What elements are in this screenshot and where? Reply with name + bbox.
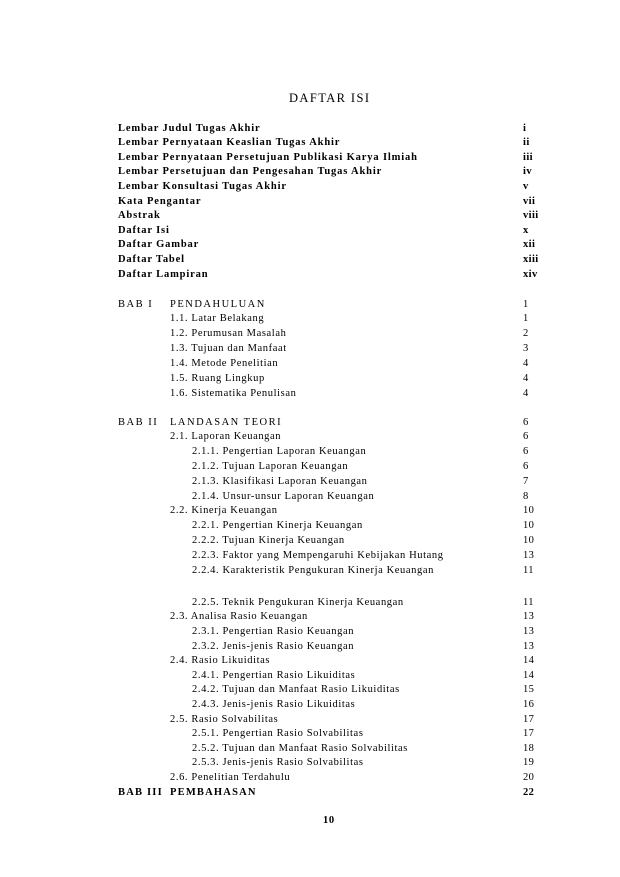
subsection-entry (118, 564, 558, 579)
entry-label: Daftar Lampiran (118, 268, 209, 280)
entry-page-number: 13 (523, 549, 535, 561)
subsection-entry (118, 727, 558, 742)
entry-label: 2.1.4. Unsur-unsur Laporan Keuangan (192, 490, 375, 502)
section-entry (118, 610, 558, 625)
subsection-entry (118, 640, 558, 655)
entry-page-number: 13 (523, 611, 535, 623)
entry-label: 2.3.1. Pengertian Rasio Keuangan (192, 625, 355, 637)
entry-page-number: 4 (523, 387, 529, 399)
entry-label: 2.2.2. Tujuan Kinerja Keuangan (192, 534, 345, 546)
subsection-entry (118, 683, 558, 698)
subsection-entry (118, 669, 558, 684)
chapter-2-continued-block (118, 596, 558, 801)
section-entry (118, 430, 558, 445)
section-entry (118, 327, 558, 342)
section-entry (118, 771, 558, 786)
entry-page-number: 10 (523, 534, 535, 546)
entry-label: 2.5.2. Tujuan dan Manfaat Rasio Solvabilitas (192, 742, 408, 754)
subsection-entry (118, 460, 558, 475)
page-title: DAFTAR ISI (289, 91, 371, 105)
entry-label: Daftar Gambar (118, 239, 200, 251)
subsection-entry (118, 534, 558, 549)
front-matter-entry (118, 224, 558, 239)
entry-page-number: viii (523, 210, 539, 222)
subsection-entry (118, 475, 558, 490)
entry-page-number: 19 (523, 757, 535, 769)
entry-label: 1.1. Latar Belakang (170, 313, 265, 325)
entry-page-number: 6 (523, 416, 529, 428)
chapter-heading (118, 786, 558, 801)
entry-label: 2.1. Laporan Keuangan (170, 431, 282, 443)
entry-label: 2.1.3. Klasifikasi Laporan Keuangan (192, 475, 368, 487)
chapter-heading (118, 416, 558, 431)
entry-label: 2.6. Penelitian Terdahulu (170, 772, 291, 783)
section-entry (118, 387, 558, 402)
entry-page-number: ii (523, 137, 530, 149)
section-entry (118, 357, 558, 372)
entry-page-number: 4 (523, 372, 529, 384)
front-matter-entry (118, 180, 558, 195)
entry-page-number: 17 (523, 728, 535, 740)
front-matter-entry (118, 268, 558, 283)
front-matter-entry (118, 122, 558, 137)
entry-page-number: 13 (523, 625, 535, 637)
entry-label: 2.5.3. Jenis-jenis Rasio Solvabilitas (192, 757, 364, 769)
entry-label: 2.4.2. Tujuan dan Manfaat Rasio Likuiditas (192, 684, 400, 696)
entry-page-number: v (523, 181, 529, 193)
front-matter-list (118, 122, 558, 283)
section-entry (118, 342, 558, 357)
entry-page-number: 17 (523, 713, 535, 725)
entry-page-number: i (523, 122, 527, 134)
subsection-entry (118, 445, 558, 460)
front-matter-entry (118, 136, 558, 151)
subsection-entry (118, 698, 558, 713)
entry-label: 1.2. Perumusan Masalah (170, 328, 287, 340)
chapter-number: BAB III (118, 786, 163, 798)
section-entry (118, 654, 558, 669)
entry-label: 2.4.1. Pengertian Rasio Likuiditas (192, 669, 356, 681)
entry-page-number: 4 (523, 357, 529, 369)
entry-page-number: xii (523, 239, 536, 251)
entry-label: Lembar Judul Tugas Akhir (118, 122, 261, 134)
entry-page-number: 18 (523, 742, 535, 754)
entry-label: Lembar Konsultasi Tugas Akhir (118, 181, 287, 193)
entry-page-number: 22 (523, 786, 535, 798)
entry-label: 1.4. Metode Penelitian (170, 357, 279, 369)
subsection-entry (118, 596, 558, 611)
entry-page-number: 8 (523, 490, 529, 502)
front-matter-entry (118, 151, 558, 166)
entry-label: 2.2. Kinerja Keuangan (170, 505, 278, 517)
entry-page-number: 11 (523, 564, 534, 576)
chapter-title: LANDASAN TEORI (170, 416, 283, 428)
entry-page-number: xiv (523, 268, 538, 280)
entry-page-number: 6 (523, 446, 529, 458)
chapter-heading (118, 298, 558, 313)
entry-label: Lembar Pernyataan Persetujuan Publikasi Karya Ilmiah (118, 151, 418, 163)
entry-page-number: 10 (523, 505, 535, 517)
front-matter-entry (118, 165, 558, 180)
entry-page-number: 1 (523, 313, 529, 325)
entry-page-number: x (523, 224, 529, 236)
front-matter-entry (118, 195, 558, 210)
entry-page-number: 20 (523, 772, 535, 783)
entry-label: Lembar Persetujuan dan Pengesahan Tugas Akhir (118, 166, 383, 178)
subsection-entry (118, 490, 558, 505)
entry-label: Daftar Isi (118, 224, 170, 236)
entry-label: 1.5. Ruang Lingkup (170, 372, 265, 384)
chapter-2-block (118, 416, 558, 579)
entry-label: 2.2.5. Teknik Pengukuran Kinerja Keuangan (192, 596, 404, 608)
entry-page-number: 14 (523, 669, 535, 681)
chapter-title: PEMBAHASAN (170, 786, 257, 798)
entry-label: Kata Pengantar (118, 195, 202, 207)
subsection-entry (118, 625, 558, 640)
entry-page-number: 16 (523, 698, 535, 710)
entry-page-number: 7 (523, 475, 529, 487)
entry-page-number: vii (523, 195, 536, 207)
chapter-number: BAB I (118, 298, 154, 310)
entry-label: 2.4. Rasio Likuiditas (170, 655, 271, 667)
entry-page-number: iv (523, 166, 532, 178)
entry-page-number: 15 (523, 684, 535, 696)
subsection-entry (118, 519, 558, 534)
page-number: 10 (323, 815, 335, 826)
entry-label: 1.3. Tujuan dan Manfaat (170, 343, 287, 355)
entry-label: 2.2.3. Faktor yang Mempengaruhi Kebijakan Hutang (192, 549, 444, 561)
section-entry (118, 504, 558, 519)
entry-page-number: 2 (523, 328, 529, 340)
chapter-1-block (118, 298, 558, 402)
entry-page-number: 11 (523, 596, 534, 608)
entry-page-number: 13 (523, 640, 535, 652)
chapter-title: PENDAHULUAN (170, 298, 266, 310)
entry-page-number: 1 (523, 298, 529, 310)
entry-page-number: iii (523, 151, 533, 163)
entry-page-number: 6 (523, 431, 529, 443)
subsection-entry (118, 742, 558, 757)
front-matter-entry (118, 209, 558, 224)
entry-label: Lembar Pernyataan Keaslian Tugas Akhir (118, 137, 341, 149)
entry-page-number: 14 (523, 655, 535, 667)
entry-label: 2.1.1. Pengertian Laporan Keuangan (192, 446, 367, 458)
entry-label: 2.2.4. Karakteristik Pengukuran Kinerja Keuangan (192, 564, 434, 576)
entry-label: Abstrak (118, 210, 161, 222)
section-entry (118, 312, 558, 327)
entry-label: 2.3. Analisa Rasio Keuangan (170, 611, 308, 623)
front-matter-entry (118, 253, 558, 268)
entry-page-number: 6 (523, 460, 529, 472)
entry-page-number: 3 (523, 343, 529, 355)
entry-label: 2.3.2. Jenis-jenis Rasio Keuangan (192, 640, 355, 652)
entry-label: 2.2.1. Pengertian Kinerja Keuangan (192, 520, 363, 532)
entry-label: 2.4.3. Jenis-jenis Rasio Likuiditas (192, 698, 356, 710)
entry-label: 1.6. Sistematika Penulisan (170, 387, 297, 399)
entry-label: 2.5. Rasio Solvabilitas (170, 713, 279, 725)
section-entry (118, 372, 558, 387)
subsection-entry (118, 756, 558, 771)
subsection-entry (118, 549, 558, 564)
entry-page-number: 10 (523, 520, 535, 532)
chapter-number: BAB II (118, 416, 159, 428)
entry-label: 2.1.2. Tujuan Laporan Keuangan (192, 460, 349, 472)
entry-page-number: xiii (523, 254, 539, 266)
entry-label: 2.5.1. Pengertian Rasio Solvabilitas (192, 728, 364, 740)
entry-label: Daftar Tabel (118, 254, 185, 266)
section-entry (118, 713, 558, 728)
front-matter-entry (118, 238, 558, 253)
